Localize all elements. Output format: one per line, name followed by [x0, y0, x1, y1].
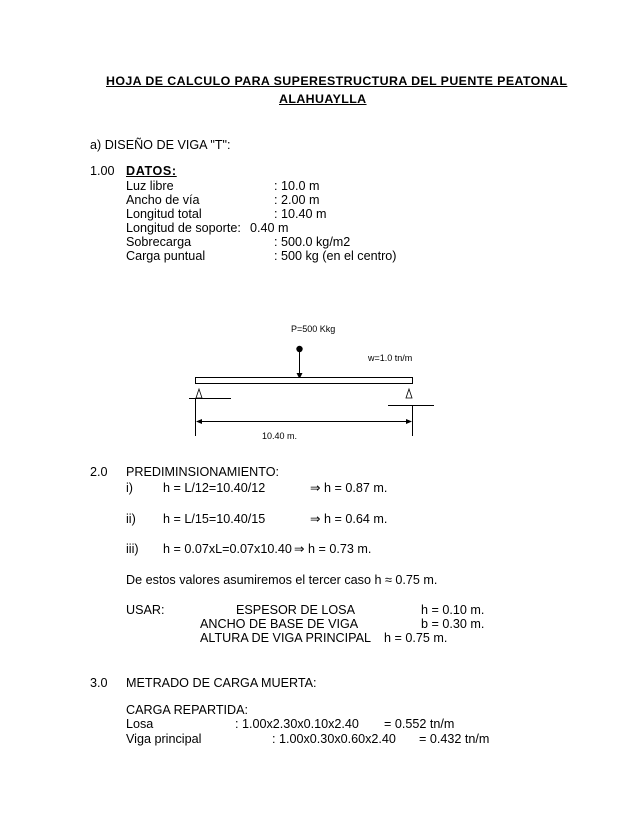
- predim-case-label: ii): [126, 512, 136, 526]
- predim-case-label: iii): [126, 542, 139, 556]
- usar-row-value: h = 0.75 m.: [384, 631, 448, 645]
- page-title: HOJA DE CALCULO PARA SUPERESTRUCTURA DEL PUENTE PEATONAL: [106, 74, 568, 88]
- datos-value-sobrecarga: : 500.0 kg/m2: [274, 235, 351, 249]
- predim-case-formula: h = L/15=10.40/15: [163, 512, 266, 526]
- usar-row-label: ALTURA DE VIGA PRINCIPAL: [200, 631, 371, 645]
- datos-value-longitud-soporte: 0.40 m: [250, 221, 289, 235]
- datos-value-ancho-via: : 2.00 m: [274, 193, 320, 207]
- metrado-heading: METRADO DE CARGA MUERTA:: [126, 676, 317, 690]
- datos-label-longitud-soporte: Longitud de soporte:: [126, 221, 241, 235]
- section-a-heading: a) DISEÑO DE VIGA "T":: [90, 138, 231, 152]
- predim-heading: PREDIMINSIONAMIENTO:: [126, 465, 280, 479]
- predim-case-formula: h = L/12=10.40/12: [163, 481, 266, 495]
- beam: [196, 378, 413, 384]
- predim-number: 2.0: [90, 465, 108, 479]
- predim-case-label: i): [126, 481, 133, 495]
- datos-label-longitud-total: Longitud total: [126, 207, 202, 221]
- usar-label: USAR:: [126, 603, 165, 617]
- metrado-row-label: Losa: [126, 717, 154, 731]
- usar-row-label: ESPESOR DE LOSA: [236, 603, 355, 617]
- dimension-arrow-left: [196, 419, 202, 424]
- datos-number: 1.00: [90, 164, 115, 178]
- predim-conclusion: De estos valores asumiremos el tercer caso h ≈ 0.75 m.: [126, 573, 438, 587]
- metrado-row-formula: : 1.00x2.30x0.10x2.40: [235, 717, 359, 731]
- datos-heading: DATOS:: [126, 164, 177, 178]
- datos-label-ancho-via: Ancho de vía: [126, 193, 200, 207]
- datos-value-carga-puntual: : 500 kg (en el centro): [274, 249, 397, 263]
- usar-row-value: b = 0.30 m.: [421, 617, 485, 631]
- right-support: [406, 389, 412, 398]
- point-load-label: P=500 Kkg: [291, 324, 336, 334]
- metrado-number: 3.0: [90, 676, 108, 690]
- left-support: [196, 389, 202, 398]
- metrado-row-label: Viga principal: [126, 732, 202, 746]
- dimension-arrow-right: [406, 419, 412, 424]
- datos-label-sobrecarga: Sobrecarga: [126, 235, 192, 249]
- metrado-row-result: = 0.432 tn/m: [419, 732, 490, 746]
- span-dimension-label: 10.40 m.: [262, 431, 298, 441]
- predim-case-result: ⇒ h = 0.64 m.: [310, 512, 388, 526]
- usar-row-label: ANCHO DE BASE DE VIGA: [200, 617, 359, 631]
- datos-value-luz-libre: : 10.0 m: [274, 179, 320, 193]
- metrado-row-formula: : 1.00x0.30x0.60x2.40: [272, 732, 396, 746]
- predim-case-formula: h = 0.07xL=0.07x10.40: [163, 542, 292, 556]
- datos-label-carga-puntual: Carga puntual: [126, 249, 206, 263]
- usar-row-value: h = 0.10 m.: [421, 603, 485, 617]
- predim-case-result: ⇒ h = 0.87 m.: [310, 481, 388, 495]
- metrado-row-result: = 0.552 tn/m: [384, 717, 455, 731]
- datos-label-luz-libre: Luz libre: [126, 179, 174, 193]
- distributed-load-label: w=1.0 tn/m: [368, 353, 413, 363]
- predim-case-result: ⇒ h = 0.73 m.: [294, 542, 372, 556]
- metrado-subheading: CARGA REPARTIDA:: [126, 703, 249, 717]
- page-title-line2: ALAHUAYLLA: [279, 92, 367, 106]
- datos-value-longitud-total: : 10.40 m: [274, 207, 327, 221]
